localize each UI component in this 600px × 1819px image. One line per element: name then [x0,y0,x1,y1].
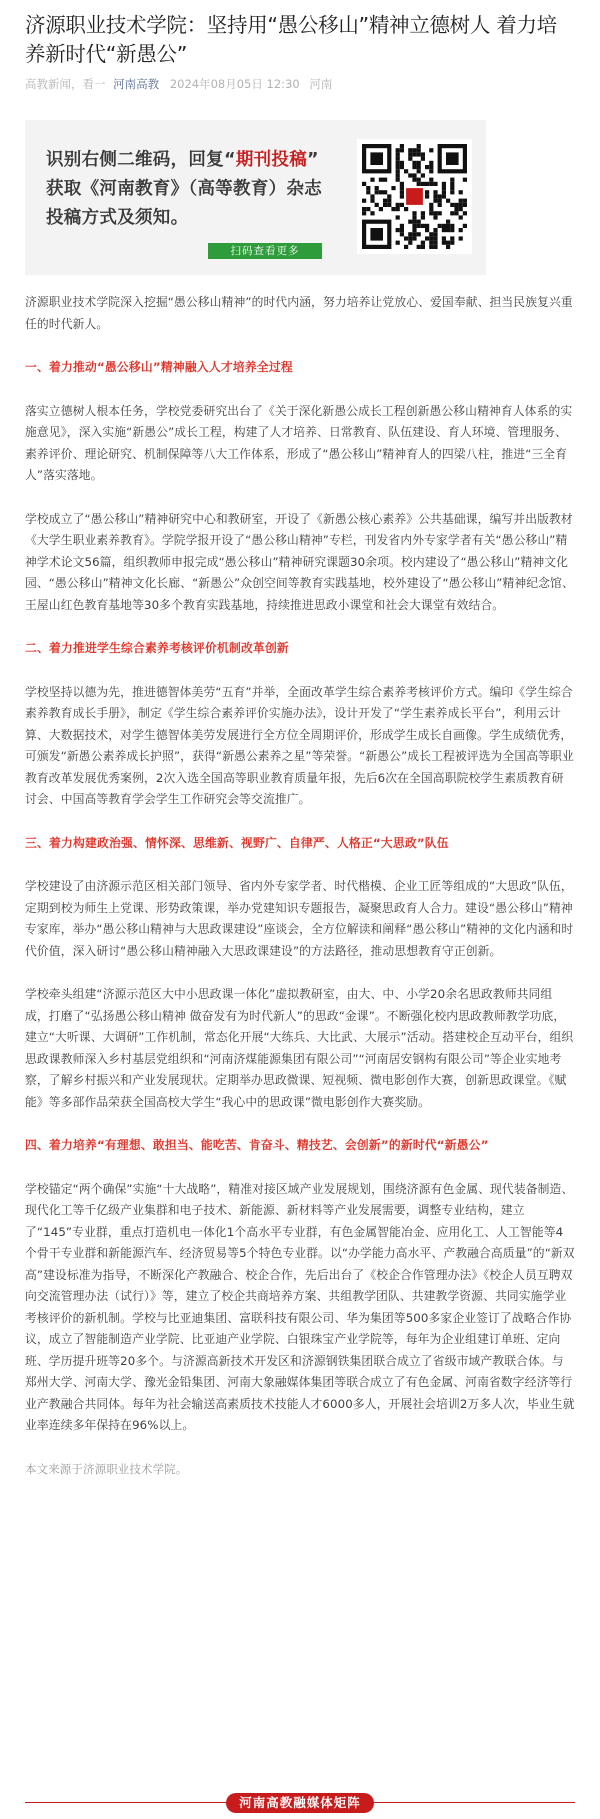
article-title: 济源职业技术学院：坚持用“愚公移山”精神立德树人 着力培养新时代“新愚公” [25,13,557,66]
footer-media-matrix-tag[interactable]: 河南高教融媒体矩阵 [226,1793,374,1813]
qr-code-icon[interactable] [357,139,472,254]
section-2-heading: 二、着力推进学生综合素养考核评价机制改革创新 [25,641,289,655]
meta-datetime: 2024年08月05日 12:30 [169,77,300,91]
section-4-heading: 四、着力培养“有理想、敢担当、能吃苦、肯奋斗、精技艺、会创新”的新时代“新愚公” [25,1138,489,1152]
banner-line-2: 获取《河南教育》（高等教育）杂志 [46,179,323,199]
article-body [25,292,575,1480]
section-3-heading: 三、着力构建政治强、情怀深、思维新、视野广、自律严、人格正“大思政”队伍 [25,835,449,850]
section-1-heading: 一、着力推动“愚公移山”精神融入人才培养全过程 [25,360,293,374]
qr-code-graphic [357,139,472,254]
submission-banner[interactable] [25,120,486,275]
source-note: 本文来源于济源职业技术学院。 [25,1461,188,1476]
section-1-paragraph-2: 学校成立了“愚公移山”精神研究中心和教研室，开设了《新愚公核心素养》公共基础课，编写并出版教材《大学生职业素养教育》。学院学报开设了“愚公移山精神”专栏，刊发省内外专家学者有关“愚公移山”精神学术论文56篇，组织教师申报完成“愚公移山”精神研究课题30余项。校内建设了“愚公移山”精神文化园、“愚公移山”精神文化长廊、“新愚公”众创空间等教育实践基地，校外建设了“愚公移山”精神纪念馆、王屋山红色教育基地等30多个教育实践基地，持续推进思政小课堂和社会大课堂有效结合。 [25,511,574,612]
banner-keyword: 期刊投稿 [235,150,308,170]
banner-text [46,146,322,233]
article-meta [25,75,575,93]
banner-line-1: 识别右侧二维码，回复“期刊投稿” [46,150,319,170]
section-1-paragraph-1: 落实立德树人根本任务，学校党委研究出台了《关于深化新愚公成长工程创新愚公移山精神育人体系的实施意见》，深入实施“新愚公”成长工程，构建了人才培养、日常教育、队伍建设、育人环境、管理服务、素养评价、理论研究、机制保障等八大工作体系，形成了“愚公移山”精神育人的四梁八柱，推进“三全育人”落实落地。 [25,403,573,482]
meta-source-name: 高教新闻，看一 [25,77,106,91]
section-3-paragraph-1: 学校建设了由济源示范区相关部门领导、省内外专家学者、时代楷模、企业工匠等组成的“大思政”队伍，定期到校为师生上党课、形势政策课，举办党建知识专题报告，凝聚思政育人合力。建设“愚公移山”精神专家库，举办“愚公移山精神与大思政课建设”座谈会，全方位解读和阐释“愚公移山”精神的文化内涵和时代价值，深入研讨“愚公移山精神融入大思政课建设”的方法路径，推动思想教育守正创新。 [25,879,574,958]
section-2-paragraph-1: 学校坚持以德为先，推进德智体美劳“五育”并举，全面改革学生综合素养考核评价方式。编印《学生综合素养教育成长手册》，制定《学生综合素养评价实施办法》，设计开发了“学生素养成长平台”，利用云计算、大数据技术，对学生德智体美劳发展进行全方位全周期评价，形成学生成长自画像。学生成绩优秀，可颁发“新愚公素养成长护照”，获得“新愚公素养之星”等荣誉。“新愚公”成长工程被评选为全国高等职业教育改革发展优秀案例，2次入选全国高等职业教育质量年报，先后6次在全国高职院校学生素质教育研讨会、中国高等教育学会学生工作研究会等交流推广。 [25,684,574,806]
section-3-paragraph-2: 学校牵头组建“济源示范区大中小思政课一体化”虚拟教研室，由大、中、小学20余名思政教师共同组成，打磨了“弘扬愚公移山精神 做奋发有为时代新人”的思政“金课”。不断强化校内思政教师教学功底，建立“大听课、大调研”工作机制，常态化开展“大练兵、大比武、大展示”活动。搭建校企互动平台，组织思政课教师深入乡村基层党组织和“河南济煤能源集团有限公司”“河南居安钢构有限公司”等企业实地考察，了解乡村振兴和产业发展现状。定期举办思政微课、短视频、微电影创作大赛，创新思政课堂。《赋能》等多部作品荣获全国高校大学生“我心中的思政课”微电影创作大赛奖励。 [25,987,574,1109]
intro-paragraph: 济源职业技术学院深入挖掘“愚公移山精神”的时代内涵，努力培养让党放心、爱国奉献、担当民族复兴重任的时代新人。 [25,295,573,331]
meta-channel-link[interactable]: 河南高教 [113,77,160,91]
meta-region: 河南 [309,77,333,91]
scan-more-button[interactable]: 扫码查看更多 [208,243,322,259]
banner-line-3: 投稿方式及须知。 [46,208,189,228]
section-4-paragraph-1: 学校锚定“两个确保”实施“十大战略”，精准对接区域产业发展规划，围绕济源有色金属、现代装备制造、现代化工等千亿级产业集群和电子技术、新能源、新材料等产业发展需要，调整专业结构，建立了“145”专业群，重点打造机电一体化1个高水平专业群，有色金属智能冶金、应用化工、人工智能等4个骨干专业群和新能源汽车、经济贸易等5个特色专业群。以“办学能力高水平、产教融合高质量”的“新双高”建设标准为指导，不断深化产教融合、校企合作，先后出台了《校企合作管理办法》《校企人员互聘双向交流管理办法（试行）》等，建立了校企共商培养方案、共组教学团队、共建教学资源、共同实施学业考核评价的新机制。学校与比亚迪集团、富联科技有限公司、华为集团等500多家企业签订了战略合作协议，成立了智能制造产业学院、比亚迪产业学院、白银珠宝产业学院等，每年为企业组建订单班、定向班、学历提升班等20多个。与济源高新技术开发区和济源钢铁集团联合成立了省级市域产教联合体。与郑州大学、河南大学、豫光金铅集团、河南大象融媒体集团等联合成立了有色金属、河南省数字经济等行业产教融合共同体。每年为社会输送高素质技术技能人才6000多人，开展社会培训2万多人次，毕业生就业率连续多年保持在96%以上。 [25,1181,575,1432]
